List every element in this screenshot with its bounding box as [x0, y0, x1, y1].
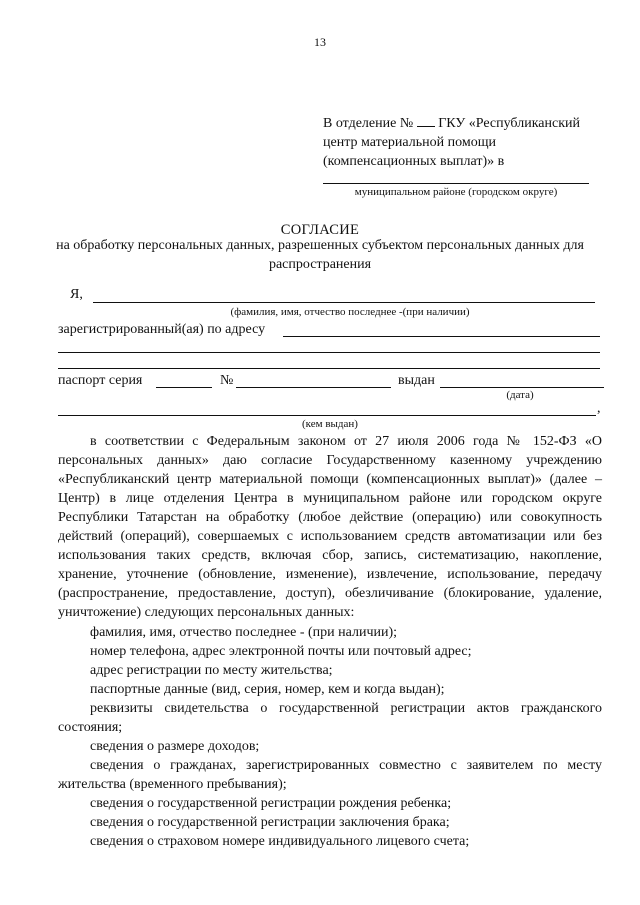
address-field-line-3[interactable] — [58, 368, 600, 369]
date-caption: (дата) — [506, 389, 534, 401]
list-item: адрес регистрации по месту жительства; — [90, 663, 333, 678]
address-block — [323, 114, 613, 171]
address-line-1-prefix: В отделение № — [323, 116, 414, 131]
address-line-1-suffix: ГКУ «Республиканский — [438, 116, 580, 131]
passport-series-label: паспорт серия — [58, 373, 143, 388]
passport-number-label: № — [220, 373, 234, 388]
address-line-1 — [323, 114, 613, 133]
fio-field[interactable] — [93, 302, 595, 303]
list-item: сведения о страховом номере индивидуального лицевого счета; — [90, 834, 470, 849]
passport-series-field[interactable] — [156, 387, 212, 388]
ya-label: Я, — [70, 287, 83, 302]
registered-address-label: зарегистрированный(ая) по адресу — [58, 322, 266, 337]
list-item: паспортные данные (вид, серия, номер, кем и когда выдан); — [90, 682, 445, 697]
document-title: СОГЛАСИЕ — [280, 222, 360, 238]
list-item: сведения о государственной регистрации рождения ребенка; — [90, 796, 452, 811]
fio-caption: (фамилия, имя, отчество последнее -(при наличии) — [230, 306, 470, 318]
list-item: фамилия, имя, отчество последнее - (при наличии); — [90, 625, 398, 640]
consent-body-text: в соответствии с Федеральным законом от 27 июля 2006 года № 152-ФЗ «О персональных данных» даю согласие Государственному казенному учреждению «Республиканский центр материальной помощи (компенсационных выплат)» (далее – Центр) в лице отделения Центра в муниципальном районе или городском округе Республики Татарстан на обработку (любое действие (операцию) или совокупность действий (операций), совершаемых с использованием средств автоматизации или без использования таких средств, включая сбор, запись, систематизацию, накопление, хранение, уточнение (обновление, изменение), извлечение, использование, передачу (распространение, предоставление, доступ), обезличивание (блокирование, удаление, уничтожение) следующих персональных данных: — [58, 434, 602, 620]
municipality-caption: муниципальном районе (городском округе) — [354, 186, 558, 198]
page-number: 13 — [314, 35, 326, 49]
department-number-field[interactable] — [417, 114, 435, 127]
list-item: номер телефона, адрес электронной почты или почтовый адрес; — [90, 644, 472, 659]
address-line-3: (компенсационных выплат)» в — [323, 154, 505, 169]
issue-date-field[interactable] — [440, 387, 604, 388]
issued-by-caption: (кем выдан) — [302, 418, 358, 430]
address-field-line-2[interactable] — [58, 352, 600, 353]
issued-by-field[interactable] — [58, 415, 596, 416]
list-item: сведения о размере доходов; — [90, 739, 260, 754]
issued-label: выдан — [398, 373, 435, 388]
address-line-2: центр материальной помощи — [323, 135, 496, 150]
issued-by-comma: , — [597, 401, 601, 416]
list-item: сведения о государственной регистрации заключения брака; — [90, 815, 450, 830]
municipality-field[interactable] — [323, 183, 589, 184]
address-field-line-1[interactable] — [283, 336, 600, 337]
list-item: реквизиты свидетельства о государственной регистрации актов гражданского состояния; — [58, 701, 602, 735]
passport-number-field[interactable] — [236, 387, 391, 388]
list-item: сведения о гражданах, зарегистрированных совместно с заявителем по месту жительства (временного пребывания); — [58, 758, 602, 792]
personal-data-list — [58, 623, 602, 851]
document-subtitle: на обработку персональных данных, разрешенных субъектом персональных данных для распространения — [56, 238, 584, 272]
